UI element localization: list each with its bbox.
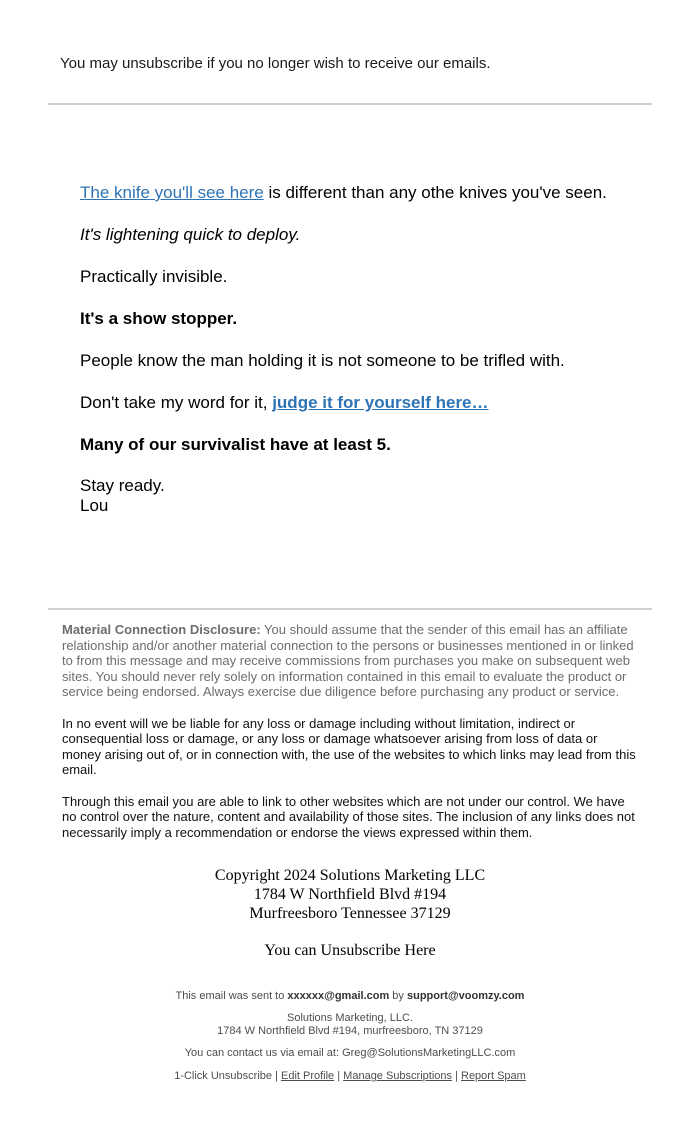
paragraph-judge	[80, 392, 620, 413]
sent-connector-text: by	[389, 990, 407, 1002]
paragraph-quick-deploy: It's lightening quick to deploy.	[80, 225, 301, 244]
company-address-line1: 1784 W Northfield Blvd #194	[253, 886, 447, 903]
recipient-email: xxxxxx@gmail.com	[287, 990, 390, 1002]
knife-link[interactable]: The knife you'll see here	[80, 183, 264, 202]
contact-line: You can contact us via email at: Greg@SolutionsMarketingLLC.com	[184, 1047, 516, 1059]
unsubscribe-notice: You may unsubscribe if you no longer wish to receive our emails.	[60, 55, 491, 72]
email-footer	[0, 990, 700, 1083]
separator: |	[337, 1070, 341, 1082]
judge-link[interactable]: judge it for yourself here…	[272, 393, 489, 412]
company-address-line2: Murfreesboro Tennessee 37129	[249, 905, 451, 922]
company-block	[0, 866, 700, 960]
disclosure-body-text: You should assume that the sender of this email has an affiliate relationship and/or another material connection to the persons or businesses mentioned in or linked to from this message and may receive commissions from purchases you make on subsequent web sites. You should never rely solely on information contained in this email to evaluate the product or service being endorsed. Always exercise due diligence before purchasing any product or service.	[62, 622, 634, 699]
sent-to-line	[0, 990, 700, 1003]
manage-subscriptions-link[interactable]: Manage Subscriptions	[343, 1070, 453, 1082]
one-click-unsubscribe-link[interactable]: 1-Click Unsubscribe	[174, 1070, 272, 1082]
paragraph-survivalist: Many of our survivalist have at least 5.	[80, 435, 391, 454]
disclosure-title: Material Connection Disclosure:	[62, 622, 261, 637]
separator: |	[455, 1070, 458, 1082]
judge-prefix-text: Don't take my word for it,	[80, 393, 273, 412]
paragraph-trifled: People know the man holding it is not someone to be trifled with.	[80, 351, 565, 370]
material-connection-disclosure	[62, 622, 640, 700]
footer-links-row	[0, 1070, 700, 1083]
email-body	[0, 105, 700, 516]
report-spam-link[interactable]: Report Spam	[461, 1070, 526, 1082]
footer-company-name: Solutions Marketing, LLC.	[287, 1012, 413, 1024]
edit-profile-link[interactable]: Edit Profile	[280, 1070, 335, 1082]
disclosure-section	[0, 610, 700, 840]
signoff-line2: Lou	[80, 496, 109, 515]
external-links-paragraph: Through this email you are able to link to other websites which are not under our control. We have no control over the nature, content and availability of those sites. The inclusion of any links does not necessarily imply a recommendation or endorse the views expressed within them.	[62, 793, 635, 840]
signoff	[80, 476, 620, 516]
footer-company-block	[0, 1012, 700, 1038]
paragraph-intro	[80, 182, 620, 203]
copyright-line: Copyright 2024 Solutions Marketing LLC	[214, 867, 486, 884]
unsubscribe-here-link[interactable]: You can Unsubscribe Here	[264, 942, 436, 959]
liability-paragraph: In no event will we be liable for any loss or damage including without limitation, indirect or consequential loss or damage, or any loss or damage whatsoever arising from loss of data or money arising out of, or in connection with, the use of the websites to which links may lead from this email.	[62, 715, 636, 777]
sender-email: support@voomzy.com	[406, 990, 525, 1002]
footer-company-address: 1784 W Northfield Blvd #194, murfreesboro, TN 37129	[217, 1025, 483, 1037]
paragraph-show-stopper: It's a show stopper.	[80, 309, 238, 328]
separator: |	[275, 1070, 278, 1082]
sent-prefix-text: This email was sent to	[175, 990, 288, 1002]
paragraph-invisible: Practically invisible.	[80, 267, 228, 286]
paragraph-intro-text: is different than any othe knives you've seen.	[263, 183, 607, 202]
signoff-line1: Stay ready.	[80, 476, 165, 495]
